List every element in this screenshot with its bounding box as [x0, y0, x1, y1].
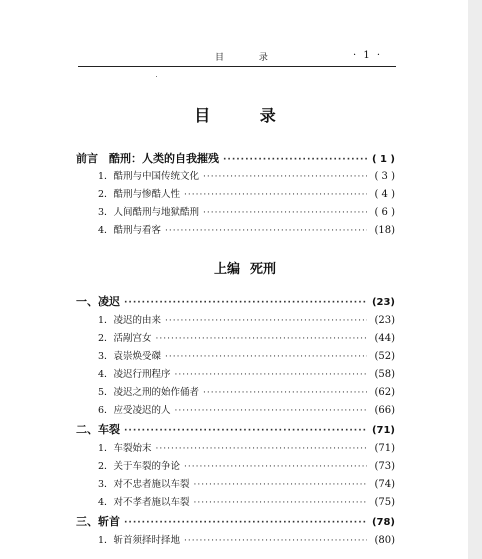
toc-subentry-page: ( 4 ) — [374, 189, 395, 200]
leader-dots — [203, 168, 367, 186]
leader-dots — [156, 330, 367, 348]
toc-subentry[interactable] — [98, 494, 395, 512]
toc-subentry-label: 2．活剐宫女 — [98, 333, 152, 344]
toc-subentry[interactable] — [98, 366, 395, 384]
leader-dots — [184, 458, 367, 476]
toc-subentry-label: 1．斩首须择时择地 — [98, 535, 181, 546]
toc-subentry-page: (52) — [374, 351, 395, 362]
print-speck — [156, 76, 157, 77]
toc-subentry[interactable] — [98, 186, 395, 204]
toc-entry-page: (78) — [371, 517, 395, 528]
toc-entry-label: 前言 酷刑：人类的自我摧残 — [76, 152, 219, 165]
leader-dots — [124, 514, 367, 532]
leader-dots — [156, 440, 367, 458]
toc-subentry-label: 4．凌迟行刑程序 — [98, 369, 171, 380]
toc-subentry-label: 3．袁崇焕受磔 — [98, 351, 162, 362]
toc-title: 目 录 — [194, 106, 298, 125]
toc-subentry-page: (44) — [374, 333, 395, 344]
toc-subentry[interactable] — [98, 458, 395, 476]
running-header-title: 目 录 — [215, 53, 284, 63]
leader-dots — [203, 384, 367, 402]
toc-subentry[interactable] — [98, 348, 395, 366]
leader-dots — [165, 312, 367, 330]
toc-subentry-label: 1．酷刑与中国传统文化 — [98, 171, 200, 182]
toc-subentry[interactable] — [98, 402, 395, 420]
toc-entry-label: 三、斩首 — [76, 515, 120, 528]
toc-subentry-label: 5．凌迟之刑的始作俑者 — [98, 387, 200, 398]
toc-subentry-label: 6．应受凌迟的人 — [98, 405, 171, 416]
toc-subentry-label: 1．车裂始末 — [98, 443, 152, 454]
toc-entry-chapter[interactable] — [76, 421, 395, 439]
toc-subentry[interactable] — [98, 384, 395, 402]
toc-subentry-label: 2．酷刑与惨酷人性 — [98, 189, 181, 200]
toc-subentry-page: (62) — [374, 387, 395, 398]
toc-subentry[interactable] — [98, 204, 395, 222]
toc-subentry[interactable] — [98, 168, 395, 186]
leader-dots — [184, 186, 367, 204]
toc-entry-page: (23) — [371, 297, 395, 308]
leader-dots — [175, 366, 367, 384]
toc-subentry-label: 1．凌迟的由来 — [98, 315, 162, 326]
toc-subentry-label: 3．对不忠者施以车裂 — [98, 479, 190, 490]
toc-entry-label: 一、凌迟 — [76, 295, 120, 308]
toc-entry-page: ( 1 ) — [371, 154, 395, 165]
toc-subentry-page: (75) — [374, 497, 395, 508]
toc-subentry-page: (71) — [374, 443, 395, 454]
leader-dots — [194, 494, 367, 512]
toc-subentry-label: 4．酷刑与看客 — [98, 225, 162, 236]
toc-subentry[interactable] — [98, 312, 395, 330]
toc-subentry-page: (23) — [374, 315, 395, 326]
toc-entry-label: 二、车裂 — [76, 423, 120, 436]
toc-subentry[interactable] — [98, 440, 395, 458]
toc-subentry-page: (74) — [374, 479, 395, 490]
toc-subentry[interactable] — [98, 222, 395, 240]
toc-entry-preface[interactable] — [76, 150, 395, 168]
running-header-page-number: · 1 · — [353, 50, 383, 61]
leader-dots — [194, 476, 367, 494]
leader-dots — [203, 204, 367, 222]
toc-subentry-page: (18) — [374, 225, 395, 236]
toc-subentry-label: 4．对不孝者施以车裂 — [98, 497, 190, 508]
toc-subentry-page: (80) — [374, 535, 395, 546]
part-title — [0, 258, 482, 277]
leader-dots — [124, 294, 367, 312]
leader-dots — [165, 222, 367, 240]
toc-subentry-page: (66) — [374, 405, 395, 416]
toc-subentry[interactable] — [98, 476, 395, 494]
part-name: 死刑 — [250, 262, 277, 277]
leader-dots — [223, 151, 367, 169]
toc-entry-page: (71) — [371, 425, 395, 436]
part-label: 上编 — [213, 262, 240, 277]
toc-subentry-page: ( 6 ) — [374, 207, 395, 218]
toc-subentry[interactable] — [98, 532, 395, 550]
leader-dots — [184, 532, 367, 550]
leader-dots — [165, 348, 367, 366]
toc-subentry-page: (73) — [374, 461, 395, 472]
toc-entry-chapter[interactable] — [76, 513, 395, 531]
page-edge-shadow — [468, 0, 482, 559]
toc-subentry[interactable] — [98, 330, 395, 348]
leader-dots — [175, 402, 367, 420]
toc-subentry-label: 3．人间酷刑与地狱酷刑 — [98, 207, 200, 218]
header-rule — [78, 66, 396, 67]
toc-subentry-page: (58) — [374, 369, 395, 380]
toc-subentry-page: ( 3 ) — [374, 171, 395, 182]
toc-entry-chapter[interactable] — [76, 293, 395, 311]
toc-subentry-label: 2．关于车裂的争论 — [98, 461, 181, 472]
leader-dots — [124, 422, 367, 440]
